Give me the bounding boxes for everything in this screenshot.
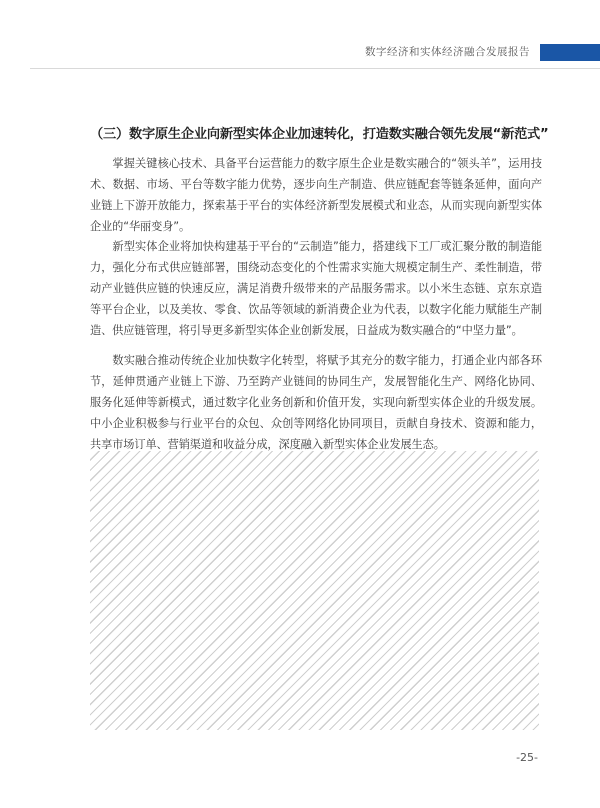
header-accent-bar xyxy=(540,44,600,61)
image-placeholder xyxy=(90,451,539,730)
body-paragraph: 新型实体企业将加快构建基于平台的“云制造”能力，搭建线下工厂或汇聚分散的制造能力，强化分布式供应链部署，围绕动态变化的个性需求实施大规模定制生产、柔性制造，带动产业链供应链的快速反应，满足消费升级带来的产品服务需求。以小米生态链、京东京造等平台企业，以及美妆、零食、饮品等领域的新消费企业为代表，以数字化能力赋能生产制造、供应链管理，将引导更多新型实体企业创新发展，日益成为数实融合的“中坚力量”。 xyxy=(90,240,542,337)
section-heading: （三）数字原生企业向新型实体企业加速转化，打造数实融合领先发展“新范式” xyxy=(90,127,549,142)
page-number: -25- xyxy=(516,751,538,764)
report-title: 数字经济和实体经济融合发展报告 xyxy=(365,46,530,58)
body-paragraph: 掌握关键核心技术、具备平台运营能力的数字原生企业是数实融合的“领头羊”，运用技术、数据、市场、平台等数字能力优势，逐步向生产制造、供应链配套等链条延伸，面向产业链上下游开放能力，探索基于平台的实体经济新型发展模式和业态，从而实现向新型实体企业的“华丽变身”。 xyxy=(90,157,542,233)
header-divider xyxy=(30,68,600,69)
body-paragraph: 数实融合推动传统企业加快数字化转型，将赋予其充分的数字能力，打通企业内部各环节，延伸贯通产业链上下游、乃至跨产业链间的协同生产，发展智能化生产、网络化协同、服务化延伸等新模式，通过数字化业务创新和价值开发，实现向新型实体企业的升级发展。中小企业积极参与行业平台的众包、众创等网络化协同项目，贡献自身技术、资源和能力，共享市场订单、营销渠道和收益分成，深度融入新型实体企业发展生态。 xyxy=(90,354,542,451)
